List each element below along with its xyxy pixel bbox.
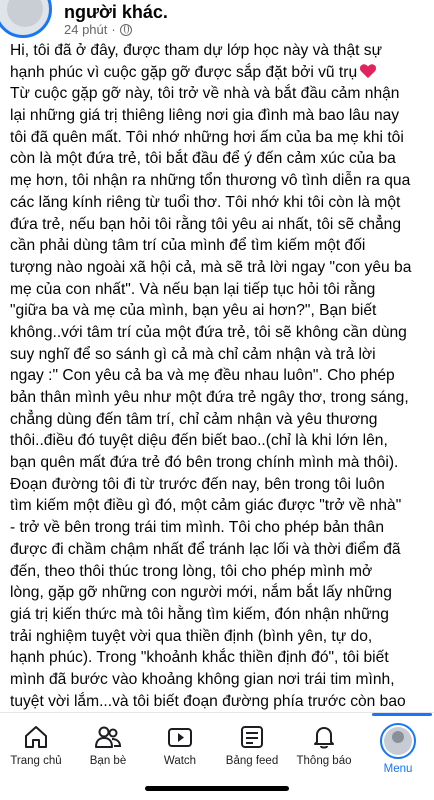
- post-text-line: - trở về bên trong trái tim mình. Tôi cho phép bản thân: [10, 519, 384, 537]
- post-text-line: đến, theo thôi thúc trong lòng, tôi cho phép mình mở: [10, 562, 373, 580]
- post-text-line: không..với tâm trí của một đứa trẻ, tôi sẽ không cần dùng: [10, 323, 407, 341]
- post-text-line: chẳng dùng đến tâm trí, chỉ cảm nhận và yêu thương: [10, 410, 378, 428]
- tab-watch[interactable]: [144, 723, 216, 767]
- post-meta: 24 phút ·: [64, 22, 132, 37]
- post-text-line: bản thân mình yêu như một đứa trẻ ngây thơ, trong sáng,: [10, 389, 409, 406]
- tab-feed-label: Bảng feed: [225, 755, 279, 767]
- post-text-line: Từ cuộc gặp gỡ này, tôi trở về nhà và bắt đầu cảm nhận: [10, 85, 400, 103]
- friends-icon: [94, 723, 122, 751]
- post-time[interactable]: 24 phút: [64, 22, 108, 37]
- tab-menu[interactable]: [362, 723, 434, 775]
- tab-menu-label: Menu: [383, 763, 413, 775]
- tab-home-label: Trang chủ: [10, 755, 62, 767]
- post-text-line: lại những giá trị thiêng liêng nơi gia đình mà bao lâu nay: [10, 107, 400, 125]
- post-text-line: hạnh phúc vì cuộc gặp gỡ được sắp đặt bởi vũ trụ: [10, 62, 428, 84]
- post-header: [0, 0, 434, 40]
- tab-home[interactable]: [0, 723, 72, 767]
- post-text-line: giá trị kiến thức mà tôi hằng tìm kiếm, đón nhận những: [10, 605, 389, 623]
- post-text-line: Đoạn đường tôi đi từ trước đến nay, bên trong tôi luôn: [10, 475, 385, 493]
- red-heart-icon: [359, 63, 377, 79]
- post-text-line: được đi chầm chậm nhất để tránh lạc lối và thời điểm đã: [10, 540, 401, 558]
- post-text-line: "giữa ba và mẹ của mình, bạn yêu ai hơn?", Bạn biết: [10, 302, 377, 320]
- post-text-line: hạnh phúc). Trong "khoảnh khắc thiền định đó", tôi biết: [10, 649, 389, 667]
- post-text-line: trải nghiệm tuyệt vời qua thiền định (bình yên, tự do,: [10, 627, 373, 645]
- tab-notifications-label: Thông báo: [296, 755, 352, 767]
- home-icon: [22, 723, 50, 751]
- bell-icon: [310, 723, 338, 751]
- post-text-line: tìm kiếm một điều gì đó, một cảm giác được "trở về nhà": [10, 497, 402, 515]
- post-text-line: cần phải dùng tâm trí của mình để tìm kiếm một đối: [10, 237, 366, 255]
- post-text-line: lòng, gặp gỡ những con người mới, nắm bắt lấy những: [10, 584, 392, 602]
- post-text-line: thôi..điều đó tuyệt diệu đến biết bao..(chỉ là khi lớn lên,: [10, 432, 388, 450]
- post-text-line: bạn quên mất đứa trẻ đó bên trong chính mình mà thôi).: [10, 454, 399, 472]
- post-text-line: đứa trẻ, nếu bạn hỏi tôi rằng tôi yêu ai nhất, tôi sẽ chẳng: [10, 215, 402, 233]
- post-text-line: mẹ hơn, tôi nhận ra những tổn thương vô tình diễn ra qua: [10, 172, 411, 190]
- tab-friends[interactable]: [72, 723, 144, 767]
- post-text-line: suy nghĩ để so sánh gì cả mà chỉ cảm nhận và trả lời: [10, 345, 376, 363]
- tab-feed[interactable]: [216, 723, 288, 767]
- watch-icon: [166, 723, 194, 751]
- post-text: [10, 40, 428, 734]
- post-text-line: mẹ của con nhất". Và nếu bạn lại tiếp tục hỏi tôi rằng: [10, 280, 376, 298]
- active-tab-indicator: [372, 713, 432, 716]
- post-text-line: tuyệt vời lắm...và tôi biết đoạn đường phía trước còn bao: [10, 692, 406, 710]
- author-name[interactable]: người khác.: [64, 2, 168, 22]
- post-text-line: tượng nào ngoài xã hội cả, mà sẽ trả lời ngay "con yêu ba: [10, 258, 412, 276]
- tab-notifications[interactable]: [288, 723, 360, 767]
- post-text-line: tôi đã quên mất. Tôi nhớ những hơi ấm của ba mẹ khi tôi: [10, 128, 404, 146]
- tab-friends-label: Bạn bè: [89, 755, 127, 767]
- post-text-line: ngay :" Con yêu cả ba và mẹ đều nhau luôn". Cho phép: [10, 367, 395, 385]
- author-avatar[interactable]: [0, 0, 52, 38]
- post-text-line: các lăng kính riêng từ tuổi thơ. Tôi nhớ khi tôi còn là một: [10, 193, 401, 211]
- tab-watch-label: Watch: [163, 755, 197, 767]
- globe-icon: [120, 24, 132, 36]
- home-indicator: [145, 786, 289, 791]
- post-text-line: mình đã bước vào khoảng không gian nơi trái tim mình,: [10, 670, 395, 688]
- post-text-line: còn là một đứa trẻ, tôi bắt đầu để ý đến cảm xúc của ba: [10, 150, 396, 168]
- menu-avatar: [380, 723, 416, 759]
- post-text-line: Hi, tôi đã ở đây, được tham dự lớp học này và thật sự: [10, 42, 383, 59]
- feed-icon: [238, 723, 266, 751]
